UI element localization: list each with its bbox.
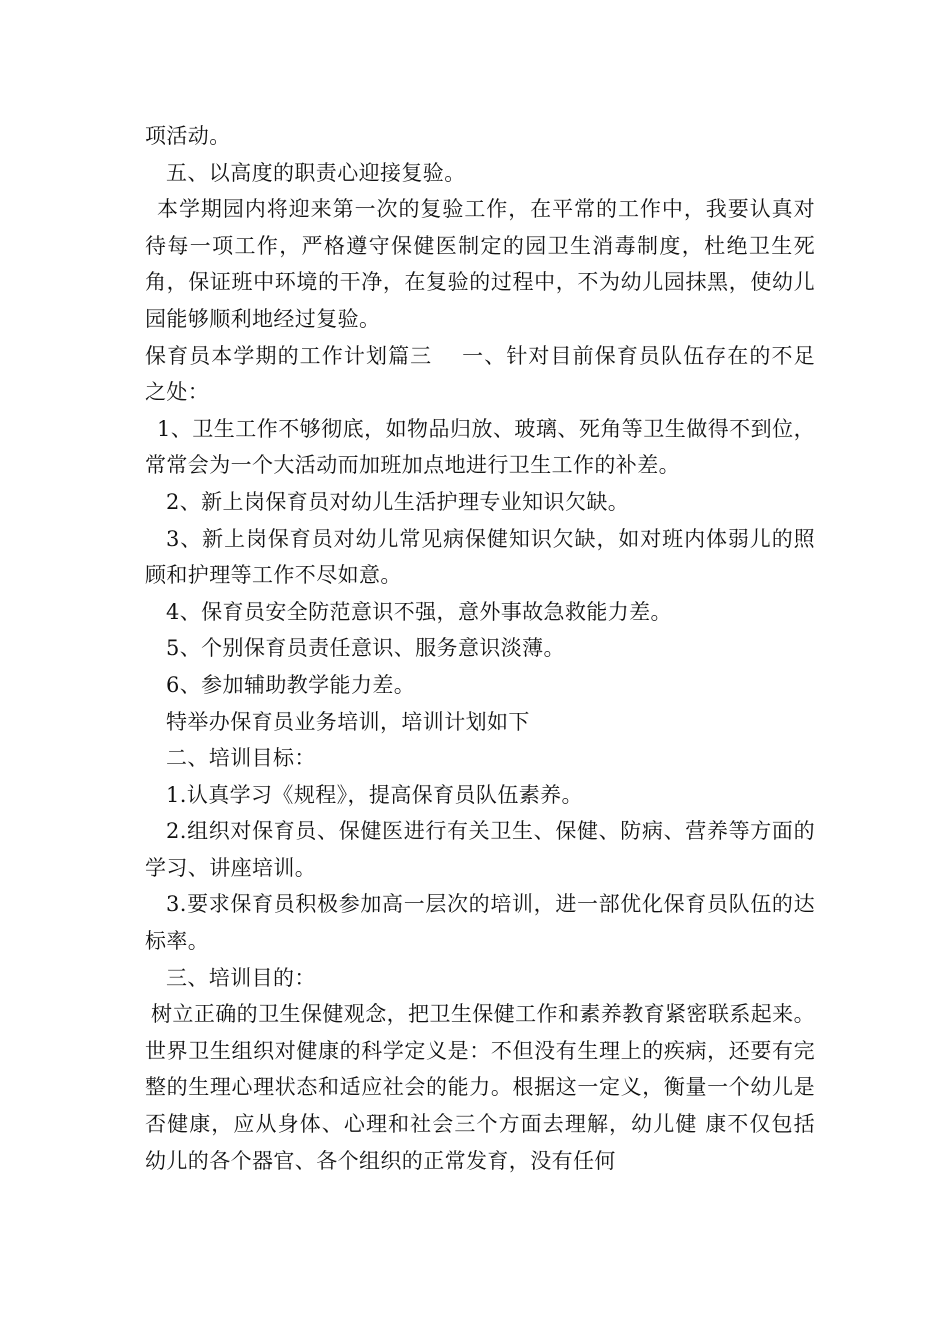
goal-item-2: 2.组织对保育员、保健医进行有关卫生、保健、防病、营养等方面的学习、讲座培训。 <box>145 819 815 880</box>
list-item-4: 4、保育员安全防范意识不强，意外事故急救能力差。 <box>166 599 672 624</box>
list-item-1: 1、卫生工作不够彻底，如物品归放、玻璃、死角等卫生做得不到位，常常会为一个大活动而加班加点地进行卫生工作的补差。 <box>145 416 815 478</box>
list-item-3: 3、新上岗保育员对幼儿常见病保健知识欠缺，如对班内体弱儿的照顾和护理等工作不尽如意。 <box>145 526 815 588</box>
list-item-5: 5、个别保育员责任意识、服务意识淡薄。 <box>166 636 565 661</box>
paragraph-review: 本学期园内将迎来第一次的复验工作，在平常的工作中，我要认真对待每一项工作，严格遵守保健医制定的园卫生消毒制度，杜绝卫生死角，保证班中环境的干净，在复验的过程中，不为幼儿园抹黑，使幼儿园能够顺利地经过复验。 <box>145 197 815 331</box>
section-heading-5: 五、以高度的职责心迎接复验。 <box>166 160 466 185</box>
paragraph-continuation: 项活动。 <box>145 124 231 148</box>
paragraph-purpose: 树立正确的卫生保健观念，把卫生保健工作和素养教育紧密联系起来。世界卫生组织对健康的科学定义是：不但没有生理上的疾病，还要有完整的生理心理状态和适应社会的能力。根据这一定义，衡量一个幼儿是否健康，应从身体、心理和社会三个方面去理解，幼儿健 康不仅包括幼儿的各个器官、各个组织的正常发育，没有任何 <box>145 1002 815 1173</box>
list-item-6: 6、参加辅助教学能力差。 <box>166 672 416 697</box>
goal-item-3: 3.要求保育员积极参加高一层次的培训，进一部优化保育员队伍的达标率。 <box>145 892 815 954</box>
paragraph-training-intro: 特举办保育员业务培训，培训计划如下 <box>166 709 530 734</box>
document-body <box>145 118 815 1179</box>
article-heading-3: 保育员本学期的工作计划篇三 一、针对目前保育员队伍存在的不足之处： <box>145 343 815 405</box>
section-heading-3: 三、培训目的： <box>166 965 316 990</box>
list-item-2: 2、新上岗保育员对幼儿生活护理专业知识欠缺。 <box>166 489 630 514</box>
goal-item-1: 1.认真学习《规程》，提高保育员队伍素养。 <box>166 782 583 807</box>
section-heading-2: 二、培训目标： <box>166 746 316 771</box>
